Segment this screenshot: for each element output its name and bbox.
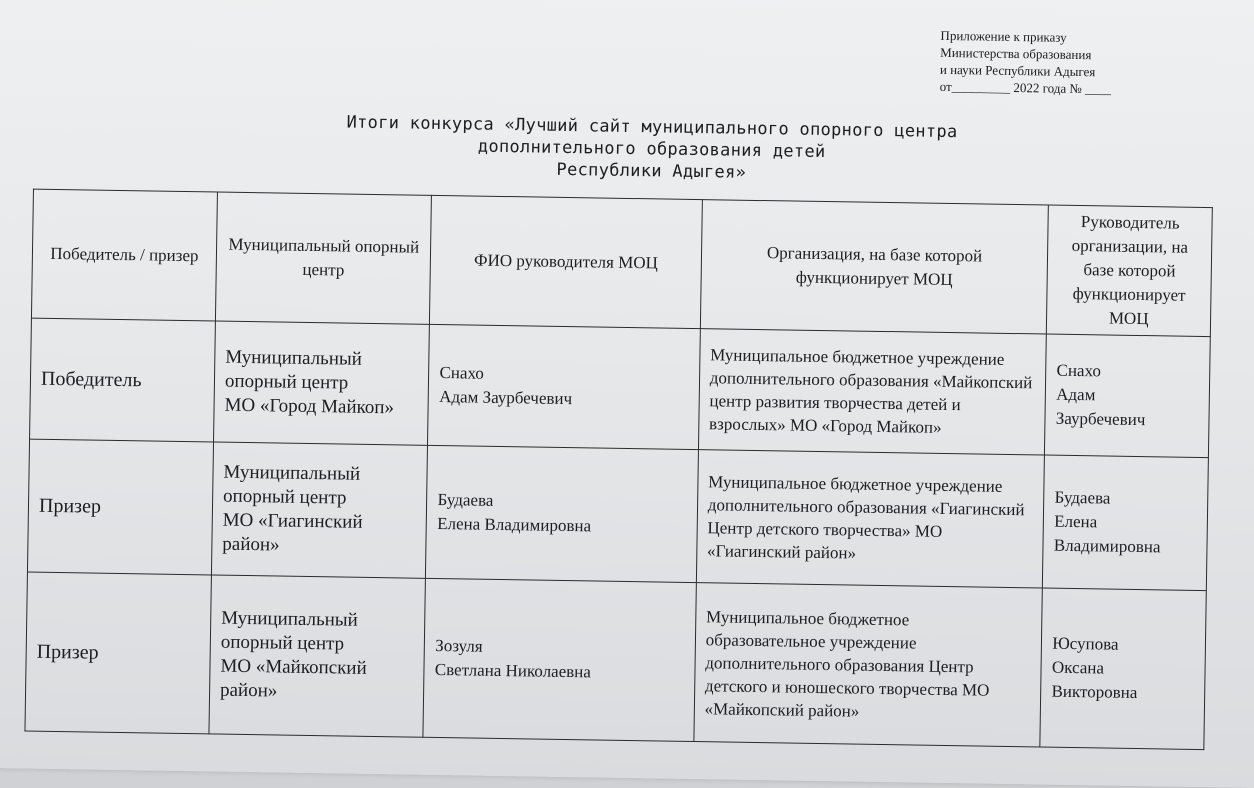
center-name: Муниципальный опорный центр [220, 607, 358, 655]
appendix-line-3: и науки Республики Адыгея [939, 61, 1096, 80]
table-row [25, 572, 1206, 749]
organization-cell: Муниципальное бюджетное образовательное учреждение дополнительного образования Центр детского и юношеского творчества МО «Майкопский район» [694, 583, 1043, 747]
center-municipality: МО «Майкопский район» [219, 655, 367, 702]
center-head-cell [423, 578, 696, 741]
org-head-first-name: Елена [1054, 511, 1098, 532]
table-header-row [31, 189, 1212, 337]
appendix-line-2: Министерства образования [940, 44, 1092, 63]
header-org-head: Руководитель организации, на базе которой функционирует МОЦ [1047, 205, 1213, 337]
org-head-first-name: Оксана [1051, 657, 1105, 678]
org-head-patronymic: Владимировна [1053, 535, 1161, 557]
status-cell: Призер [27, 439, 213, 575]
center-head-cell [428, 324, 700, 449]
table-row [30, 318, 1211, 458]
center-head-cell [426, 445, 698, 582]
status-cell: Победитель [30, 318, 216, 442]
title-line-2: дополнительного образования детей [477, 136, 826, 163]
head-first-names: Адам Заурбечевич [439, 387, 573, 409]
center-cell [209, 575, 426, 737]
head-first-names: Светлана Николаевна [434, 659, 592, 682]
org-head-patronymic: Заурбечевич [1055, 408, 1146, 430]
head-last-name: Снахо [439, 363, 485, 383]
org-head-last-name: Юсупова [1052, 633, 1119, 654]
org-head-cell [1045, 334, 1211, 458]
table-row [27, 439, 1208, 591]
center-municipality: МО «Город Майкоп» [224, 394, 395, 419]
organization-cell: Муниципальное бюджетное учреждение дополнительного образования «Гиагинский Центр детского творчества» МО «Гиагинский район» [696, 450, 1045, 588]
document-title [301, 111, 1002, 188]
org-head-last-name: Будаева [1054, 487, 1111, 508]
header-organization: Организация, на базе которой функционирует МОЦ [700, 200, 1049, 334]
org-head-first-name: Адам [1056, 384, 1096, 405]
org-head-cell [1043, 455, 1209, 591]
head-last-name: Будаева [437, 489, 494, 510]
center-cell [213, 321, 429, 445]
title-line-3: Республики Адыгея» [556, 159, 747, 183]
status-cell: Призер [25, 572, 211, 734]
org-head-patronymic: Викторовна [1051, 681, 1138, 703]
header-winner: Победитель / призер [31, 189, 217, 321]
results-table [24, 189, 1212, 750]
title-line-1: Итоги конкурса «Лучший сайт муниципального опорного центра [346, 112, 958, 143]
appendix-line-1: Приложение к приказу [940, 27, 1067, 45]
appendix-line-4: от_________ 2022 года № ____ [939, 78, 1112, 97]
organization-cell: Муниципальное бюджетное учреждение дополнительного образования «Майкопский центр развития творчества детей и взрослых» МО «Город Майкоп» [698, 329, 1046, 455]
head-last-name: Зозуля [435, 635, 483, 656]
center-cell [211, 442, 428, 578]
org-head-last-name: Снахо [1056, 360, 1102, 381]
header-center-head: ФИО руководителя МОЦ [430, 195, 702, 328]
head-first-names: Елена Владимировна [437, 513, 592, 536]
appendix-note [940, 27, 1201, 99]
center-municipality: МО «Гиагинский район» [222, 509, 363, 556]
header-center: Муниципальный опорный центр [215, 192, 431, 324]
center-name: Муниципальный опорный центр [222, 461, 361, 509]
org-head-cell [1040, 588, 1206, 750]
center-name: Муниципальный опорный центр [224, 346, 363, 394]
